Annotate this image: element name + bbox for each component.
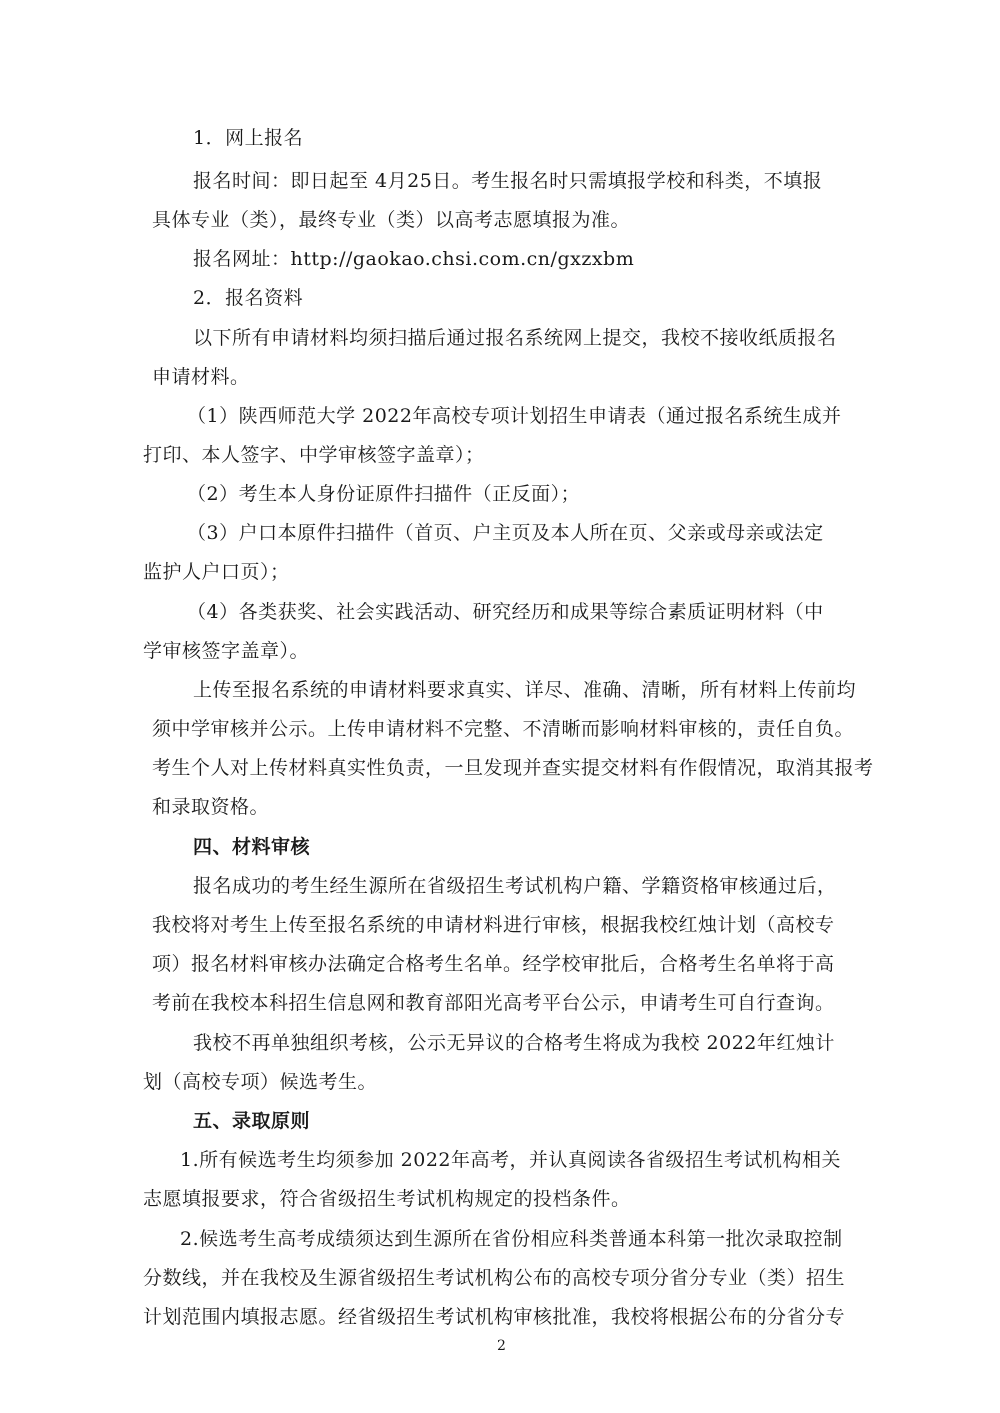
line-item-1-cont: 打印、本人签字、中学审核签字盖章）； [143, 444, 485, 466]
line-item-2: （2）考生本人身份证原件扫描件（正反面）； [187, 483, 581, 505]
line-heading-materials: 2．报名资料 [193, 287, 304, 309]
line-review-para-2: 我校不再单独组织考核，公示无异议的合格考生将成为我校 2022年红烛计 [193, 1032, 835, 1054]
line-review-para-1-cont-3: 考前在我校本科招生信息网和教育部阳光高考平台公示，申请考生可自行查询。 [152, 992, 835, 1014]
line-principle-1-cont: 志愿填报要求，符合省级招生考试机构规定的投档条件。 [143, 1188, 631, 1210]
line-review-para-1: 报名成功的考生经生源所在省级招生考试机构户籍、学籍资格审核通过后， [193, 875, 837, 897]
line-registration-url: 报名网址：http://gaokao.chsi.com.cn/gxzxbm [193, 248, 635, 270]
line-upload-requirements-cont-3: 和录取资格。 [152, 796, 270, 818]
line-review-para-1-cont-1: 我校将对考生上传至报名系统的申请材料进行审核，根据我校红烛计划（高校专 [152, 914, 835, 936]
line-principle-1: 1.所有候选考生均须参加 2022年高考，并认真阅读各省级招生考试机构相关 [180, 1149, 842, 1171]
line-item-3: （3）户口本原件扫描件（首页、户主页及本人所在页、父亲或母亲或法定 [187, 522, 824, 544]
line-upload-requirements: 上传至报名系统的申请材料要求真实、详尽、准确、清晰，所有材料上传前均 [193, 679, 857, 701]
line-review-para-2-cont: 划（高校专项）候选考生。 [143, 1071, 378, 1093]
page-number: 2 [497, 1338, 507, 1354]
line-principle-2-cont-2: 计划范围内填报志愿。经省级招生考试机构审核批准，我校将根据公布的分省分专 [143, 1306, 846, 1328]
line-heading-online-registration: 1．网上报名 [193, 127, 304, 149]
line-item-4: （4）各类获奖、社会实践活动、研究经历和成果等综合素质证明材料（中 [187, 601, 824, 623]
line-principle-2: 2.候选考生高考成绩须达到生源所在省份相应科类普通本科第一批次录取控制 [180, 1228, 843, 1250]
line-item-1: （1）陕西师范大学 2022年高校专项计划招生申请表（通过报名系统生成并 [187, 405, 842, 427]
line-principle-2-cont-1: 分数线，并在我校及生源省级招生考试机构公布的高校专项分省分专业（类）招生 [143, 1267, 846, 1289]
line-item-3-cont: 监护人户口页）； [143, 561, 290, 583]
line-review-para-1-cont-2: 项）报名材料审核办法确定合格考生名单。经学校审批后，合格考生名单将于高 [152, 953, 835, 975]
line-registration-time-cont: 具体专业（类），最终专业（类）以高考志愿填报为准。 [152, 209, 631, 231]
section-heading-admission-principles: 五、录取原则 [193, 1110, 311, 1132]
line-upload-requirements-cont-2: 考生个人对上传材料真实性负责，一旦发现并查实提交材料有作假情况，取消其报考 [152, 757, 874, 779]
section-heading-material-review: 四、材料审核 [193, 836, 311, 858]
line-registration-time: 报名时间：即日起至 4月25日。考生报名时只需填报学校和科类，不填报 [193, 170, 823, 192]
line-materials-intro: 以下所有申请材料均须扫描后通过报名系统网上提交，我校不接收纸质报名 [193, 327, 837, 349]
line-materials-intro-cont: 申请材料。 [152, 366, 250, 388]
line-upload-requirements-cont-1: 须中学审核并公示。上传申请材料不完整、不清晰而影响材料审核的，责任自负。 [152, 718, 855, 740]
line-item-4-cont: 学审核签字盖章）。 [143, 640, 310, 662]
